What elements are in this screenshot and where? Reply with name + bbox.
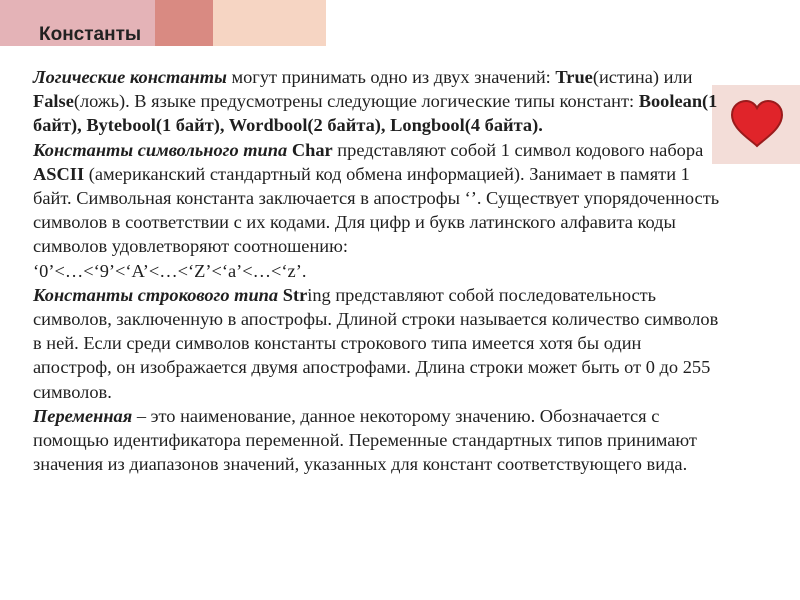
term-string-constants: Константы строкового типа — [33, 284, 279, 305]
logical-types-list: Boolean(1 байт), Bytebool(1 байт), Wordbool(2 байта), Longbool(4 байта). — [33, 91, 718, 136]
char-order-relation: ‘0’<…<‘9’<‘A’<…<‘Z’<‘a’<…<‘z’. — [33, 260, 307, 281]
header-decor-bar-2 — [155, 0, 213, 46]
text: (ложь). В языке предусмотрены следующие логические типы констант: — [73, 91, 639, 112]
keyword-string: Str — [282, 284, 308, 305]
paragraph-logical-constants — [33, 65, 723, 138]
paragraph-string-constants — [33, 283, 723, 404]
heart-icon — [729, 99, 785, 149]
keyword-char: Char — [291, 139, 333, 160]
header-decor-bar-3 — [213, 0, 326, 46]
term-logical-constants: Логические константы — [33, 67, 227, 87]
text: могут принимать одно из двух значений: — [226, 67, 556, 87]
slide-title: Константы — [39, 24, 142, 45]
slide-body — [33, 65, 723, 476]
paragraph-variable — [33, 404, 723, 477]
keyword-ascii: ASCII — [33, 163, 85, 184]
text: ing представляют собой последовательность символов, заключенную в апострофы. Длиной строки называется количество символов в ней. Если среди символов константы строкового типа имеется хотя бы один апостроф, он изображается двумя апострофами. Длина строки может быть от 0 до 255 символов. — [33, 284, 719, 402]
keyword-false: False — [33, 91, 74, 112]
keyword-true: True — [555, 67, 593, 87]
term-variable: Переменная — [33, 405, 133, 426]
text: – это наименование, данное некоторому значению. Обозначается с помощью идентификатора переменной. Переменные стандартных типов принимают значения из диапазонов значений, указанных для констант соответствующего вида. — [33, 405, 697, 475]
term-char-constants: Константы символьного типа — [33, 139, 288, 160]
text: (американский стандартный код обмена информацией). Занимает в памяти 1 байт. Символьная константа заключается в апострофы ‘’. Существует упорядоченность символов в соответствии с их кодами. Для цифр и букв латинского алфавита коды символов удовлетворяют соотношению: — [33, 163, 720, 257]
paragraph-char-constants — [33, 138, 723, 283]
text: представляют собой 1 символ кодового набора — [332, 139, 704, 160]
text: (истина) или — [592, 67, 693, 87]
heart-panel — [712, 85, 800, 164]
